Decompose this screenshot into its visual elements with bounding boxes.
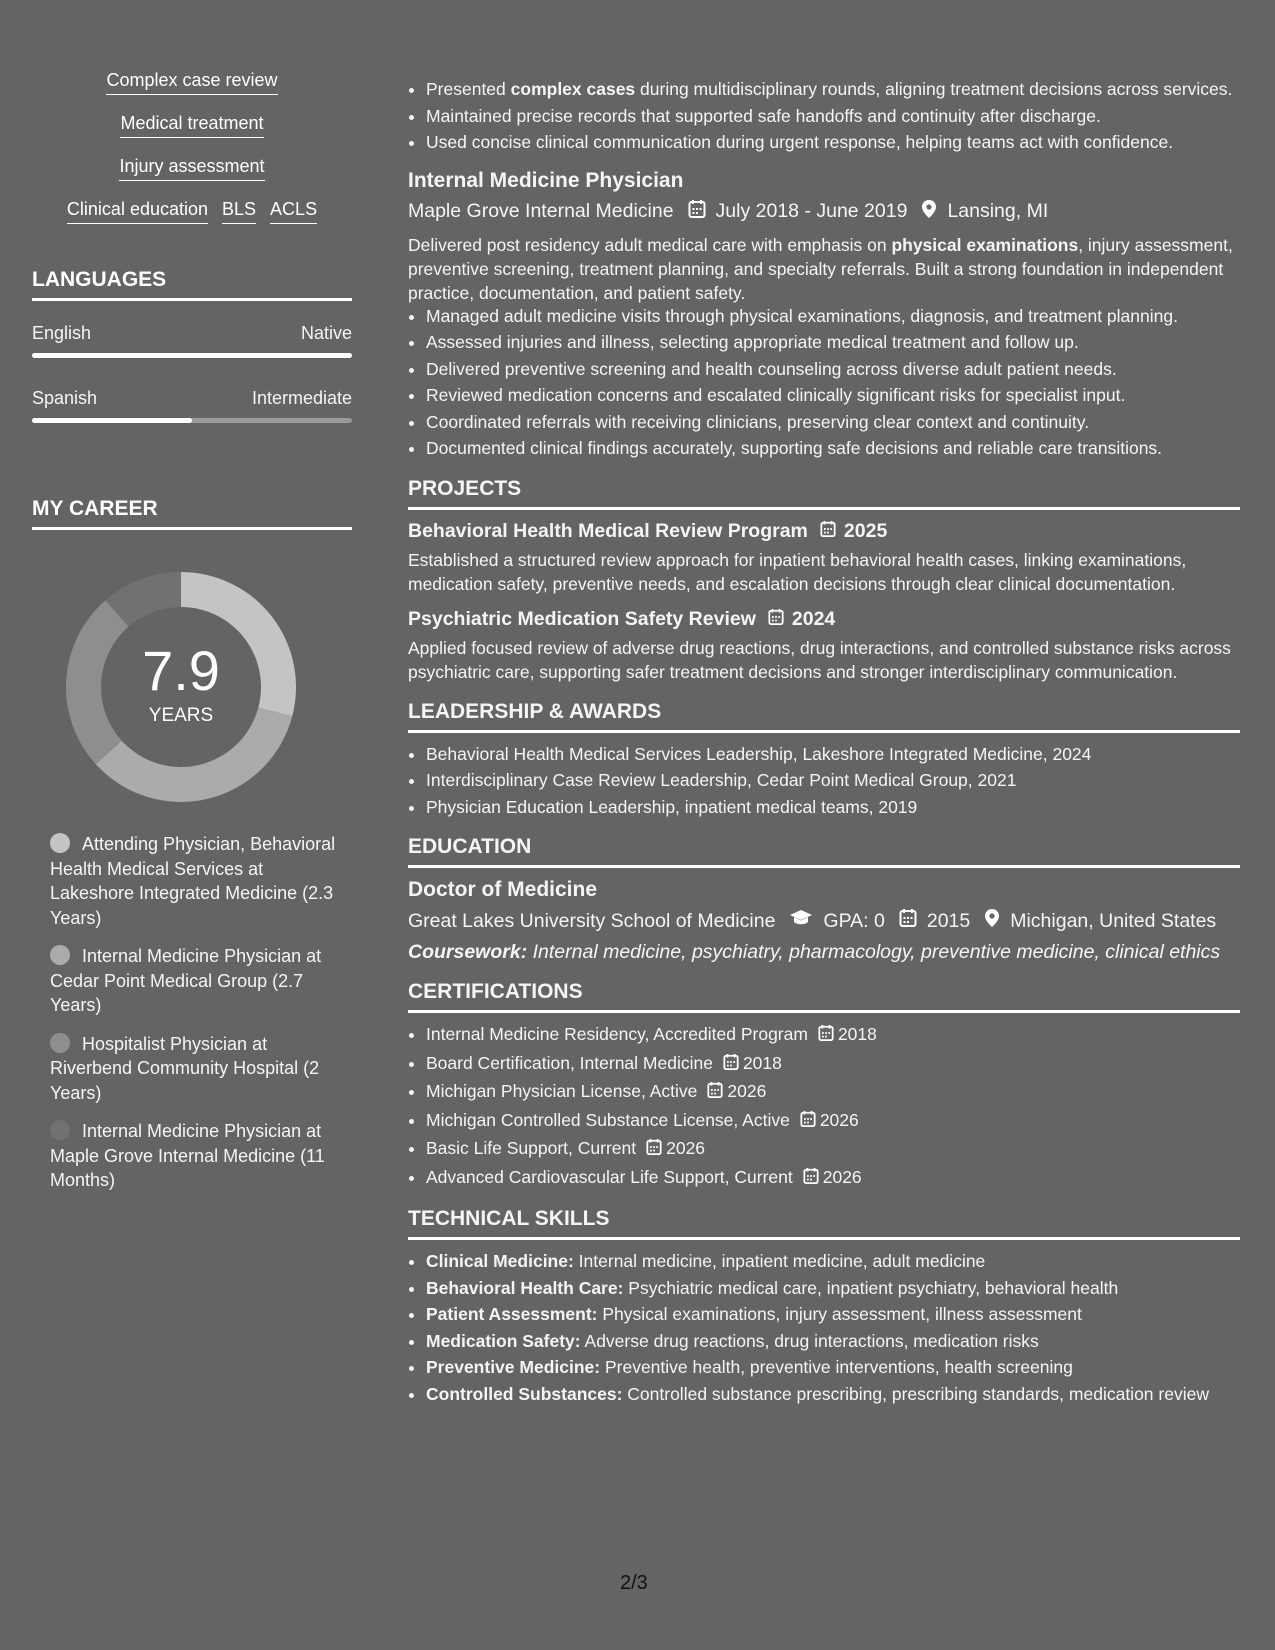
skill-tag: BLS [222,199,256,224]
list-item [426,1023,1240,1049]
career-item-text: Internal Medicine Physician at Maple Grove Internal Medicine (11 Months) [50,1121,325,1190]
list-item: • Managed adult medicine visits through physical examinations, diagnosis, and treatment planning. [426,305,1240,329]
list-item [426,1330,1240,1354]
list-item [426,105,1240,129]
list-item [426,1137,1240,1163]
language-row [32,388,352,409]
calendar-icon [707,1081,723,1106]
technical-skills-heading: TECHNICAL SKILLS [408,1207,1240,1240]
technical-skills-list [408,1250,1240,1406]
list-item: • Coordinated referrals with receiving clinicians, preserving clear context and continuity. [426,411,1240,435]
certification-name: Internal Medicine Residency, Accredited Program [426,1024,808,1044]
list-item [426,1052,1240,1078]
certifications-list [408,1023,1240,1191]
bullet-text: Maintained precise records that supported safe handoffs and continuity after discharge. [426,105,1101,126]
project-title-row [408,520,1240,544]
certifications-heading: CERTIFICATIONS [408,980,1240,1013]
career-item-text: Internal Medicine Physician at Cedar Point Medical Group (2.7 Years) [50,946,322,1015]
project-year: 2025 [843,520,888,542]
education-location: Michigan, United States [1010,909,1217,932]
language-level: Native [300,323,352,343]
bullet-text: Presented [426,79,511,99]
skill-tag: Complex case review [106,70,277,95]
career-item [50,1032,352,1106]
list-item [426,1303,1240,1327]
certification-year: 2026 [666,1138,706,1158]
list-item: • Assessed injuries and illness, selecting appropriate medical treatment and follow up. [426,331,1240,355]
language-level: Intermediate [251,388,352,408]
career-total-unit: YEARS [148,705,214,726]
language-item [32,388,352,423]
education-coursework [408,940,1240,964]
graduation-cap-icon [789,909,813,933]
certification-name: Basic Life Support, Current [426,1138,637,1158]
job-summary-text: Delivered post residency adult medical care with emphasis on [408,234,892,255]
skill-tag: Injury assessment [119,156,264,181]
list-item: • Reviewed medication concerns and escalated clinically significant risks for specialist input. [426,384,1240,408]
leadership-heading: LEADERSHIP & AWARDS [408,700,1240,733]
job-summary-text: , injury assessment, preventive screening, treatment planning, and specialty referrals. Built a strong foundation in independent practice, documentation, and patient safety. [408,234,1233,303]
skill-tag: Clinical education [67,199,208,224]
list-item: • Physician Education Leadership, inpatient medical teams, 2019 [426,796,1240,820]
list-item [426,1277,1240,1301]
project-item [408,608,1240,684]
project-title: Behavioral Health Medical Review Program [408,520,808,542]
calendar-icon [688,199,706,225]
career-item [50,1119,352,1193]
career-legend-dot [50,833,70,853]
left-column [32,70,352,1207]
certification-year: 2018 [742,1052,782,1073]
language-level-bar [32,418,352,423]
certification-name: Advanced Cardiovascular Life Support, Current [426,1166,793,1187]
list-item [426,1383,1240,1407]
project-title: Psychiatric Medication Safety Review [408,608,756,630]
calendar-icon [818,1024,834,1049]
language-row [32,323,352,344]
right-column [408,78,1240,1409]
job-meta [408,199,1240,225]
calendar-icon [723,1053,739,1078]
skill-category: Controlled Substances: [426,1383,623,1404]
bullet-emphasis: complex cases [510,79,636,99]
career-legend-dot [50,1120,70,1140]
education-school: Great Lakes University School of Medicine [408,909,776,932]
certification-year: 2026 [819,1109,859,1130]
list-item [426,1109,1240,1135]
career-donut-chart [66,572,296,802]
calendar-icon [646,1138,662,1163]
list-item: • Delivered preventive screening and health counseling across diverse adult patient needs. [426,358,1240,382]
education-heading: EDUCATION [408,835,1240,868]
page-indicator: 2/3 [620,1572,648,1594]
certification-year: 2026 [822,1166,862,1187]
location-pin-icon [984,908,1000,934]
job-summary-emphasis: physical examinations [891,234,1079,255]
coursework-label: Coursework: [408,941,528,963]
list-item [426,1250,1240,1274]
certification-name: Board Certification, Internal Medicine [426,1052,713,1073]
skill-values: Internal medicine, inpatient medicine, adult medicine [573,1251,986,1271]
project-item [408,520,1240,596]
project-description: Established a structured review approach for inpatient behavioral health cases, linking examinations, medication safety, preventive needs, and escalation decisions through clear clinical documentation. [408,549,1187,594]
skill-category: Preventive Medicine: [426,1357,601,1377]
job-company: Maple Grove Internal Medicine [408,200,674,222]
skill-values: Psychiatric medical care, inpatient psychiatry, behavioral health [623,1277,1119,1298]
skill-category: Clinical Medicine: [426,1251,574,1271]
career-heading: MY CAREER [32,497,352,530]
career-item-text: Attending Physician, Behavioral Health Medical Services at Lakeshore Integrated Medicine (2.3 Years) [50,834,336,928]
career-item [50,832,352,930]
job-bullets [408,305,1240,461]
language-level-bar [32,353,352,358]
list-item [426,131,1240,155]
list-item [426,1080,1240,1106]
list-item: • Behavioral Health Medical Services Leadership, Lakeshore Integrated Medicine, 2024 [426,743,1240,767]
location-pin-icon [921,199,937,225]
job-dates: July 2018 - June 2019 [715,200,908,222]
skill-values: Adverse drug reactions, drug interactions, medication risks [580,1330,1039,1351]
skill-category: Behavioral Health Care: [426,1277,624,1298]
language-level-fill [32,418,192,423]
skill-tag: ACLS [270,199,317,224]
bullet-text: during multidisciplinary rounds, aligning treatment decisions across services. [635,79,1233,99]
language-name: Spanish [32,388,98,408]
skill-values: Controlled substance prescribing, prescribing standards, medication review [622,1383,1209,1404]
calendar-icon [899,908,917,934]
project-description: Applied focused review of adverse drug reactions, drug interactions, and controlled substance risks across psychiatric care, supporting safer treatment decisions and stronger interdisciplinary communication. [408,637,1231,682]
list-item: • Documented clinical findings accurately, supporting safe decisions and reliable care transitions. [426,437,1240,461]
education-year: 2015 [926,909,971,932]
certification-name: Michigan Controlled Substance License, Active [426,1109,790,1130]
skill-tags [32,70,352,224]
previous-job-bullets [408,78,1240,155]
career-legend-dot [50,1033,70,1053]
list-item [426,78,1240,102]
certification-year: 2018 [837,1024,877,1044]
career-total-years: 7.9 [142,639,220,702]
education-meta [408,908,1240,934]
languages-list [32,323,352,423]
career-item-text: Hospitalist Physician at Riverbend Community Hospital (2 Years) [50,1033,320,1103]
skill-values: Preventive health, preventive interventions, health screening [600,1357,1073,1377]
languages-heading: LANGUAGES [32,268,352,301]
skill-category: Patient Assessment: [426,1304,598,1324]
calendar-icon [768,608,784,632]
calendar-icon [803,1167,819,1192]
education-degree: Doctor of Medicine [408,878,598,901]
bullet-text: Used concise clinical communication during urgent response, helping teams act with confidence. [426,132,1174,152]
job-title: Internal Medicine Physician [408,168,684,192]
certification-year: 2026 [727,1081,767,1101]
language-level-fill [32,353,352,358]
education-gpa: GPA: 0 [823,909,885,932]
language-item [32,323,352,358]
calendar-icon [820,520,836,544]
certification-name: Michigan Physician License, Active [426,1081,698,1101]
list-item [426,1356,1240,1380]
job-summary [408,233,1240,305]
projects-heading: PROJECTS [408,477,1240,510]
career-list [32,832,352,1193]
calendar-icon [800,1110,816,1135]
job-location: Lansing, MI [947,200,1049,222]
projects-list [408,520,1240,684]
language-name: English [32,323,92,343]
skill-tag: Medical treatment [120,113,263,138]
project-title-row [408,608,1240,632]
skill-category: Medication Safety: [426,1330,581,1351]
list-item: • Interdisciplinary Case Review Leadership, Cedar Point Medical Group, 2021 [426,769,1240,793]
skill-values: Physical examinations, injury assessment, illness assessment [597,1304,1082,1324]
coursework-text: Internal medicine, psychiatry, pharmacology, preventive medicine, clinical ethics [527,941,1221,963]
career-item [50,944,352,1018]
career-legend-dot [50,945,70,965]
leadership-list [408,743,1240,820]
list-item [426,1166,1240,1192]
project-year: 2024 [791,608,836,630]
